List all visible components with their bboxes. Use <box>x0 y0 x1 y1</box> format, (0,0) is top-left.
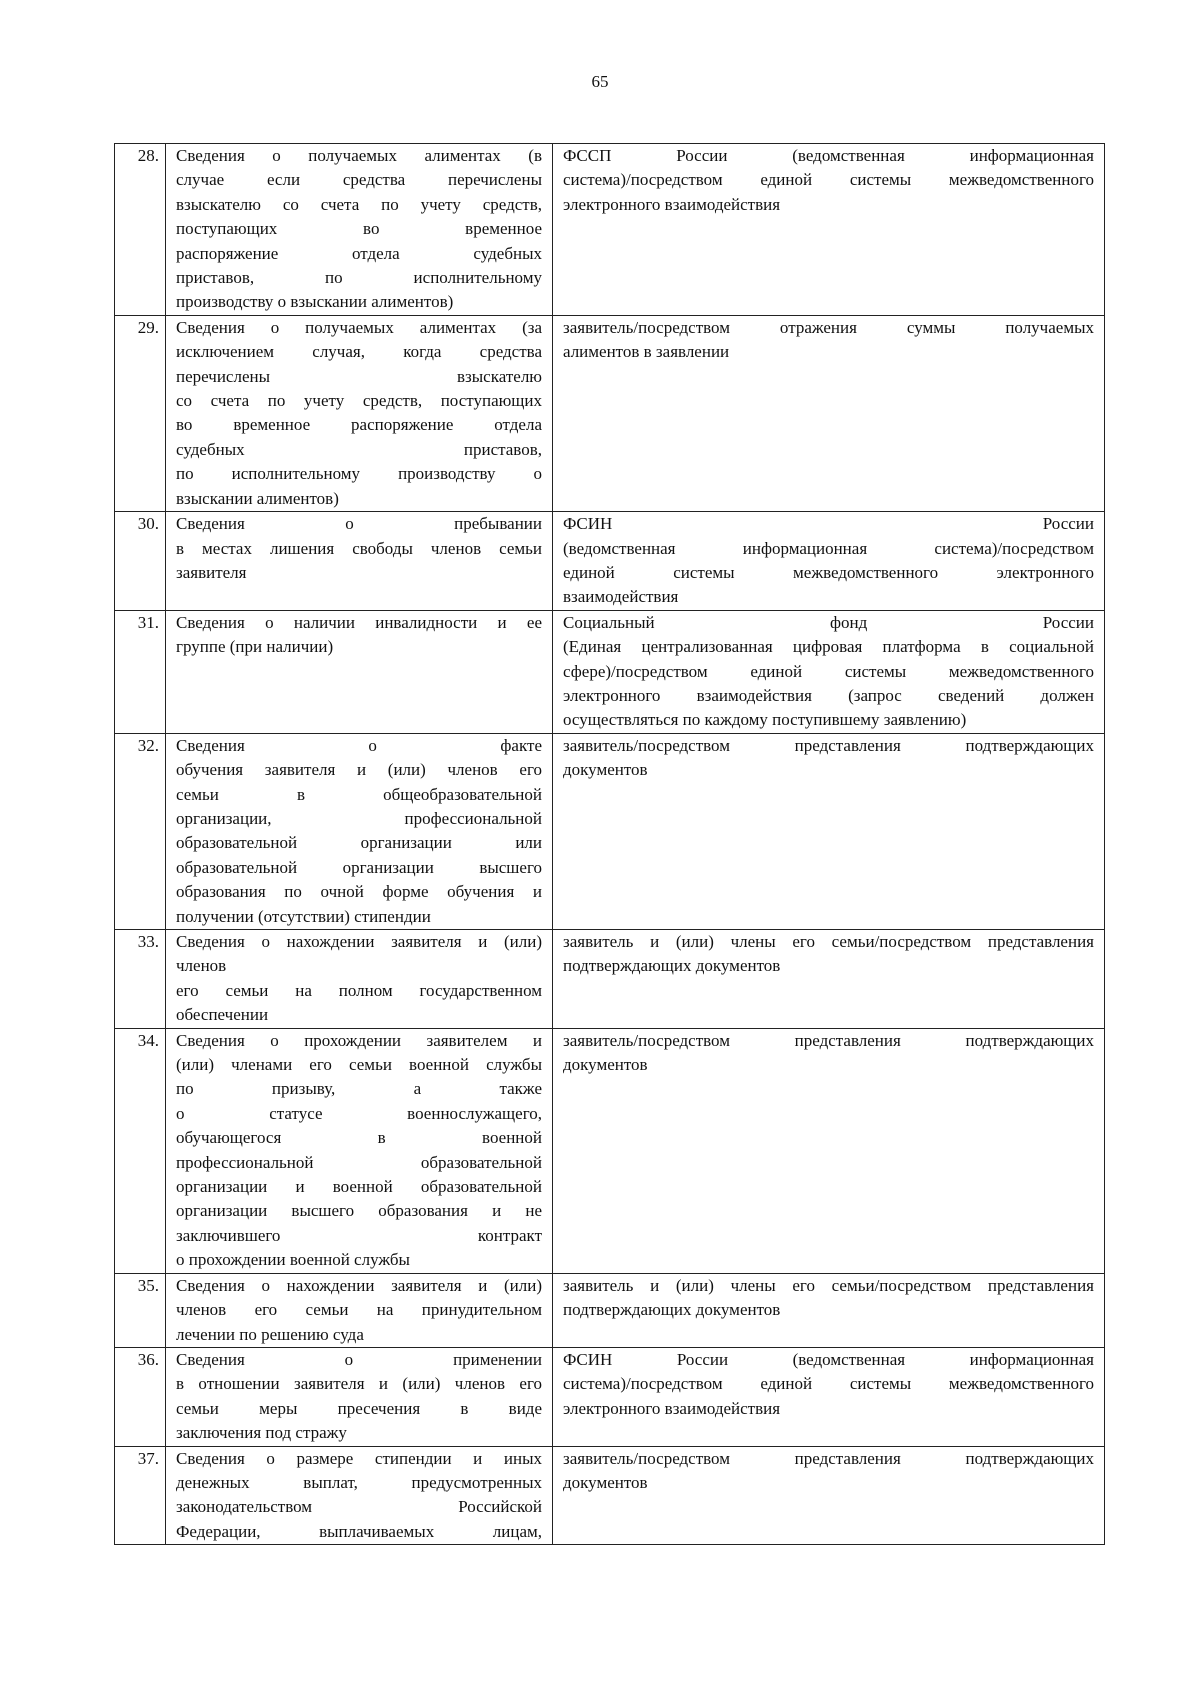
information-line: (или) членами его семьи военной службы <box>176 1055 542 1075</box>
source-cell <box>553 733 1105 929</box>
information-line: заявителя <box>176 562 247 582</box>
information-line: Сведения о размере стипендии и иных <box>176 1448 542 1468</box>
information-line: заключения под стражу <box>176 1423 347 1443</box>
information-line: о статусе военнослужащего, <box>176 1103 542 1123</box>
information-line: Сведения о нахождении заявителя и (или) <box>176 932 542 951</box>
information-line: его семьи на полном государственном <box>176 980 542 1000</box>
row-number: 34. <box>115 1028 166 1273</box>
row-number: 30. <box>115 512 166 611</box>
information-line: получении (отсутствии) стипендии <box>176 906 431 926</box>
row-number: 37. <box>115 1446 166 1545</box>
information-cell <box>166 1028 553 1273</box>
source-line: подтверждающих документов <box>563 1300 781 1320</box>
source-line: система)/посредством единой системы межведомственного <box>563 170 1094 190</box>
source-line: документов <box>563 1055 648 1075</box>
information-line: по призыву, а также <box>176 1079 542 1099</box>
information-cell <box>166 733 553 929</box>
source-line: Социальный фонд России <box>563 612 1094 632</box>
information-line: в местах лишения свободы членов семьи <box>176 538 542 558</box>
information-sources-table <box>114 143 1105 1545</box>
information-line: случае если средства перечислены <box>176 170 542 190</box>
source-line: заявитель и (или) члены его семьи/посредством представления <box>563 1275 1094 1295</box>
information-line: обучающегося в военной <box>176 1128 542 1148</box>
information-line: во временное распоряжение отдела <box>176 415 542 435</box>
information-line: членов <box>176 956 227 976</box>
information-line: Сведения о наличии инвалидности и ее <box>176 612 542 632</box>
information-line: законодательством Российской <box>176 1497 542 1517</box>
source-cell <box>553 1446 1105 1545</box>
information-line: образовательной организации или <box>176 833 542 853</box>
row-number: 33. <box>115 930 166 1029</box>
information-cell <box>166 1273 553 1347</box>
information-line: семьи меры пресечения в виде <box>176 1398 542 1418</box>
source-cell <box>553 512 1105 611</box>
table-row <box>115 610 1105 733</box>
source-line: электронного взаимодействия <box>563 194 781 214</box>
information-line: группе (при наличии) <box>176 637 334 657</box>
source-line: (Единая централизованная цифровая платформа в социальной <box>563 637 1094 657</box>
information-line: по исполнительному производству о <box>176 464 542 484</box>
source-line: заявитель/посредством представления подтверждающих <box>563 735 1094 755</box>
information-line: семьи в общеобразовательной <box>176 784 542 804</box>
source-cell <box>553 1273 1105 1347</box>
source-line: система)/посредством единой системы межведомственного <box>563 1374 1094 1394</box>
information-cell <box>166 930 553 1029</box>
source-line: ФСИН России (ведомственная информационная <box>563 1349 1094 1369</box>
information-line: образовательной организации высшего <box>176 857 542 877</box>
information-line: в отношении заявителя и (или) членов его <box>176 1374 542 1394</box>
table-row <box>115 1446 1105 1545</box>
information-line: денежных выплат, предусмотренных <box>176 1472 542 1492</box>
table-row <box>115 512 1105 611</box>
source-cell <box>553 1028 1105 1273</box>
information-line: Сведения о прохождении заявителем и <box>176 1030 542 1050</box>
information-line: судебных приставов, <box>176 439 542 459</box>
information-line: производству о взыскании алиментов) <box>176 292 454 312</box>
information-line: лечении по решению суда <box>176 1324 364 1344</box>
information-line: о прохождении военной службы <box>176 1250 410 1270</box>
information-line: профессиональной образовательной <box>176 1152 542 1172</box>
source-line: документов <box>563 1472 648 1492</box>
source-line: электронного взаимодействия <box>563 1398 781 1418</box>
source-line: электронного взаимодействия (запрос сведений должен <box>563 685 1094 705</box>
source-line: (ведомственная информационная система)/посредством <box>563 538 1094 558</box>
information-line: заключившего контракт <box>176 1225 542 1245</box>
information-line: Сведения о факте <box>176 735 542 755</box>
information-line: перечислены взыскателю <box>176 366 542 386</box>
source-cell <box>553 610 1105 733</box>
table-row <box>115 144 1105 316</box>
row-number: 31. <box>115 610 166 733</box>
table-row <box>115 733 1105 929</box>
information-cell <box>166 144 553 316</box>
information-line: образования по очной форме обучения и <box>176 882 542 902</box>
row-number: 35. <box>115 1273 166 1347</box>
source-line: заявитель/посредством представления подтверждающих <box>563 1030 1094 1050</box>
table-row <box>115 1347 1105 1446</box>
source-cell <box>553 1347 1105 1446</box>
table-row <box>115 1028 1105 1273</box>
row-number: 29. <box>115 315 166 511</box>
information-line: организации и военной образовательной <box>176 1177 542 1197</box>
source-line: взаимодействия <box>563 587 679 607</box>
information-line: Сведения о получаемых алиментах (в <box>176 146 542 165</box>
source-line: заявитель/посредством представления подтверждающих <box>563 1448 1094 1468</box>
information-line: распоряжение отдела судебных <box>176 243 542 263</box>
source-cell <box>553 315 1105 511</box>
information-line: взыскании алиментов) <box>176 488 339 508</box>
information-cell <box>166 1347 553 1446</box>
information-cell <box>166 610 553 733</box>
source-line: ФССП России (ведомственная информационная <box>563 146 1094 165</box>
information-line: Сведения о пребывании <box>176 514 542 534</box>
table-row <box>115 1273 1105 1347</box>
source-line: документов <box>563 760 648 780</box>
information-cell <box>166 512 553 611</box>
information-line: приставов, по исполнительному <box>176 268 542 288</box>
source-cell <box>553 930 1105 1029</box>
information-line: поступающих во временное <box>176 219 542 239</box>
page-number: 65 <box>591 72 609 91</box>
information-line: исключением случая, когда средства <box>176 342 542 362</box>
source-line: заявитель и (или) члены его семьи/посредством представления <box>563 932 1094 951</box>
information-line: Федерации, выплачиваемых лицам, <box>176 1521 542 1541</box>
information-line: организации высшего образования и не <box>176 1201 542 1221</box>
source-line: осуществляться по каждому поступившему заявлению) <box>563 710 967 730</box>
row-number: 36. <box>115 1347 166 1446</box>
table-body <box>115 144 1105 1545</box>
table-row <box>115 930 1105 1029</box>
source-cell <box>553 144 1105 316</box>
information-cell <box>166 315 553 511</box>
information-line: организации, профессиональной <box>176 808 542 828</box>
table-row <box>115 315 1105 511</box>
information-line: Сведения о применении <box>176 1349 542 1369</box>
information-line: со счета по учету средств, поступающих <box>176 391 542 411</box>
source-line: сфере)/посредством единой системы межведомственного <box>563 661 1094 681</box>
source-line: единой системы межведомственного электронного <box>563 562 1094 582</box>
source-line: подтверждающих документов <box>563 956 781 976</box>
source-line: ФСИН России <box>563 514 1094 534</box>
information-line: обеспечении <box>176 1005 269 1025</box>
information-line: взыскателю со счета по учету средств, <box>176 194 542 214</box>
row-number: 28. <box>115 144 166 316</box>
row-number: 32. <box>115 733 166 929</box>
information-cell <box>166 1446 553 1545</box>
information-line: Сведения о нахождении заявителя и (или) <box>176 1275 542 1295</box>
source-line: алиментов в заявлении <box>563 342 730 362</box>
information-line: Сведения о получаемых алиментах (за <box>176 317 542 337</box>
information-line: обучения заявителя и (или) членов его <box>176 760 542 780</box>
information-line: членов его семьи на принудительном <box>176 1300 542 1320</box>
source-line: заявитель/посредством отражения суммы получаемых <box>563 317 1094 337</box>
